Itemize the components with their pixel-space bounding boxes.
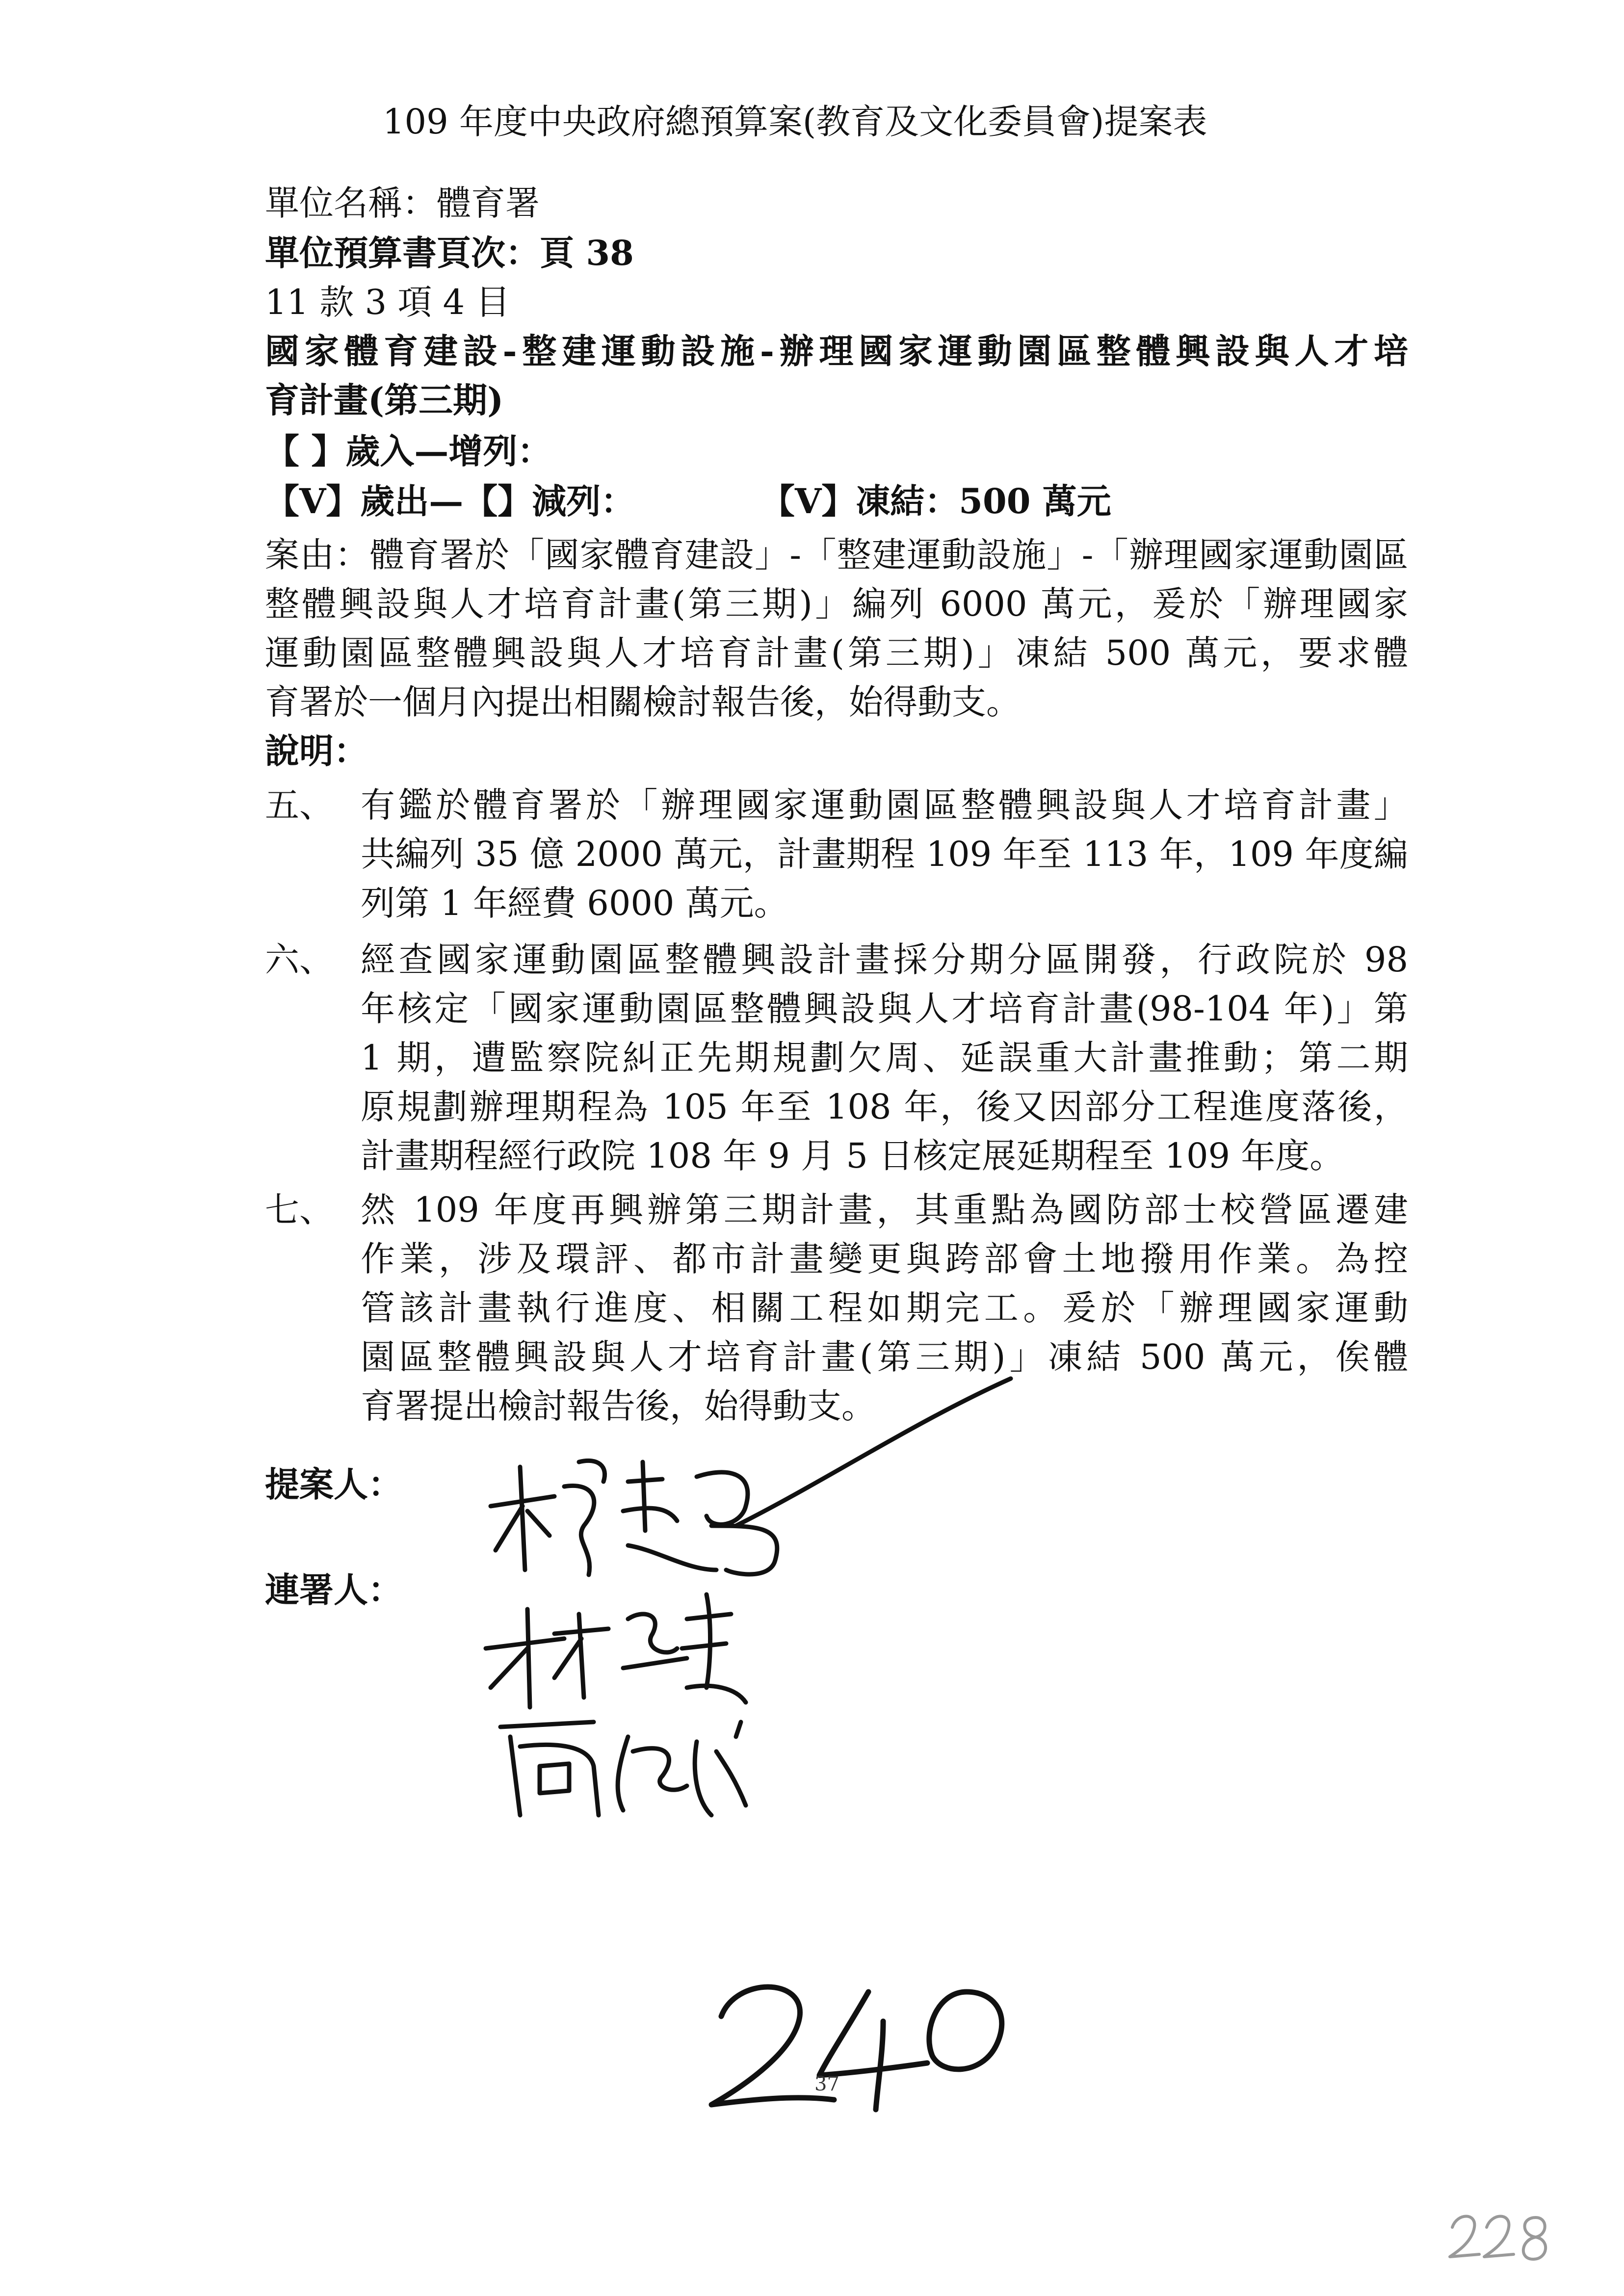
budget-item-code: 11 款 3 項 4 目 (265, 282, 510, 322)
item-line: 計畫期程經行政院 108 年 9 月 5 日核定展延期程至 109 年度。 (361, 1136, 1344, 1176)
reason-line: 整體興設與人才培育計畫(第三期)」編列 6000 萬元，爰於「辦理國家 (265, 584, 1408, 624)
signature-stroke (527, 1609, 530, 1707)
item-line: 然 109 年度再興辦第三期計畫，其重點為國防部士校營區遷建 (361, 1190, 1408, 1230)
signature-stroke (510, 1737, 520, 1815)
digit-stroke (876, 2021, 883, 2110)
expenditure-line: 【V】歲出—【】減列： (265, 481, 635, 522)
item-line: 列第 1 年經費 6000 萬元。 (361, 883, 788, 923)
signature-stroke (736, 1379, 1011, 1526)
form-title: 109 年度中央政府總預算案(教育及文化委員會)提案表 (383, 102, 1207, 142)
signature-stroke (579, 1461, 605, 1482)
digit-stroke (1484, 2217, 1514, 2257)
signature-stroke (623, 1508, 677, 1521)
digit-stroke (929, 1992, 1002, 2069)
item-line: 管該計畫執行進度、相關工程如期完工。爰於「辦理國家運動 (361, 1288, 1408, 1328)
signature-stroke (716, 1751, 746, 1805)
signature-stroke (520, 1467, 525, 1570)
item-line: 經查國家運動園區整體興設計畫採分期分區開發，行政院於 98 (361, 939, 1408, 980)
signature-stroke (579, 1614, 584, 1697)
signature-stroke (540, 1764, 569, 1793)
corner-handwritten-mark (1447, 2208, 1555, 2271)
signature-stroke (520, 1745, 599, 1815)
reason-line: 育署於一個月內提出相關檢討報告後，始得動支。 (265, 682, 1021, 722)
digit-stroke (1523, 2218, 1545, 2259)
item-number: 六、 (265, 939, 334, 980)
reason-line: 運動園區整體興設與人才培育計畫(第三期)」凍結 500 萬元，要求體 (265, 633, 1408, 673)
signature-stroke (500, 1722, 594, 1727)
signature-stroke (554, 1639, 581, 1678)
item-line: 園區整體興設與人才培育計畫(第三期)」凍結 500 萬元，俟體 (361, 1337, 1408, 1377)
item-line: 1 期，遭監察院糾正先期規劃欠周、延誤重大計畫推動；第二期 (361, 1038, 1408, 1078)
program-line: 國家體育建設-整建運動設施-辦理國家運動園區整體興設與人才培 (265, 331, 1408, 371)
cosigner-label: 連署人： (265, 1569, 402, 1610)
item-number: 七、 (265, 1190, 334, 1230)
signature-stroke (564, 1486, 594, 1575)
signature-stroke (643, 1462, 645, 1531)
item-line: 年核定「國家運動園區整體興設與人才培育計畫(98-104 年)」第 (361, 989, 1408, 1029)
signature-stroke (628, 1545, 716, 1570)
signature-stroke (711, 1526, 777, 1574)
unit-name: 單位名稱：體育署 (265, 183, 540, 223)
digit-stroke (819, 1992, 927, 2075)
proposer-label: 提案人： (265, 1464, 402, 1505)
budget-page-reference: 單位預算書頁次：頁 38 (265, 233, 634, 273)
item-line: 育署提出檢討報告後，始得動支。 (361, 1386, 876, 1426)
handwritten-signatures (481, 1295, 1021, 1835)
signature-stroke (687, 1614, 731, 1619)
item-line: 作業，涉及環評、都市計畫變更與跨部會土地撥用作業。為控 (361, 1239, 1408, 1279)
item-line: 共編列 35 億 2000 萬元，計畫期程 109 年至 113 年，109 年度編 (361, 834, 1408, 874)
freeze-line: 【V】凍結：500 萬元 (760, 481, 1111, 522)
item-line: 原規劃辦理期程為 105 年至 108 年，後又因部分工程進度落後， (361, 1087, 1408, 1127)
handwritten-page-number (707, 1962, 1011, 2139)
signature-stroke (628, 1614, 677, 1652)
signature-stroke (682, 1644, 726, 1648)
signature-stroke (527, 1511, 550, 1536)
signature-stroke (707, 1594, 710, 1688)
signature-stroke (695, 1742, 711, 1815)
signature-stroke (486, 1639, 564, 1648)
item-line: 有鑑於體育署於「辦理國家運動園區整體興設與人才培育計畫」 (361, 785, 1408, 825)
digit-stroke (1450, 2217, 1479, 2257)
signature-stroke (623, 1658, 687, 1668)
reason-line: 案由：體育署於「國家體育建設」-「整建運動設施」-「辦理國家運動園區 (265, 535, 1408, 575)
signature-stroke (736, 1722, 741, 1737)
signature-stroke (687, 1686, 746, 1702)
signature-stroke (618, 1737, 628, 1810)
revenue-line: 【 】歲入—增列： (265, 431, 552, 471)
signature-stroke (697, 1472, 748, 1525)
signature-stroke (496, 1506, 523, 1550)
signature-stroke (633, 1748, 687, 1790)
item-number: 五、 (265, 785, 334, 825)
printed-page-number: 37 (814, 2073, 839, 2095)
signature-stroke (491, 1648, 527, 1688)
program-line: 育計畫(第三期) (265, 380, 504, 420)
explanation-label: 說明： (265, 731, 368, 771)
